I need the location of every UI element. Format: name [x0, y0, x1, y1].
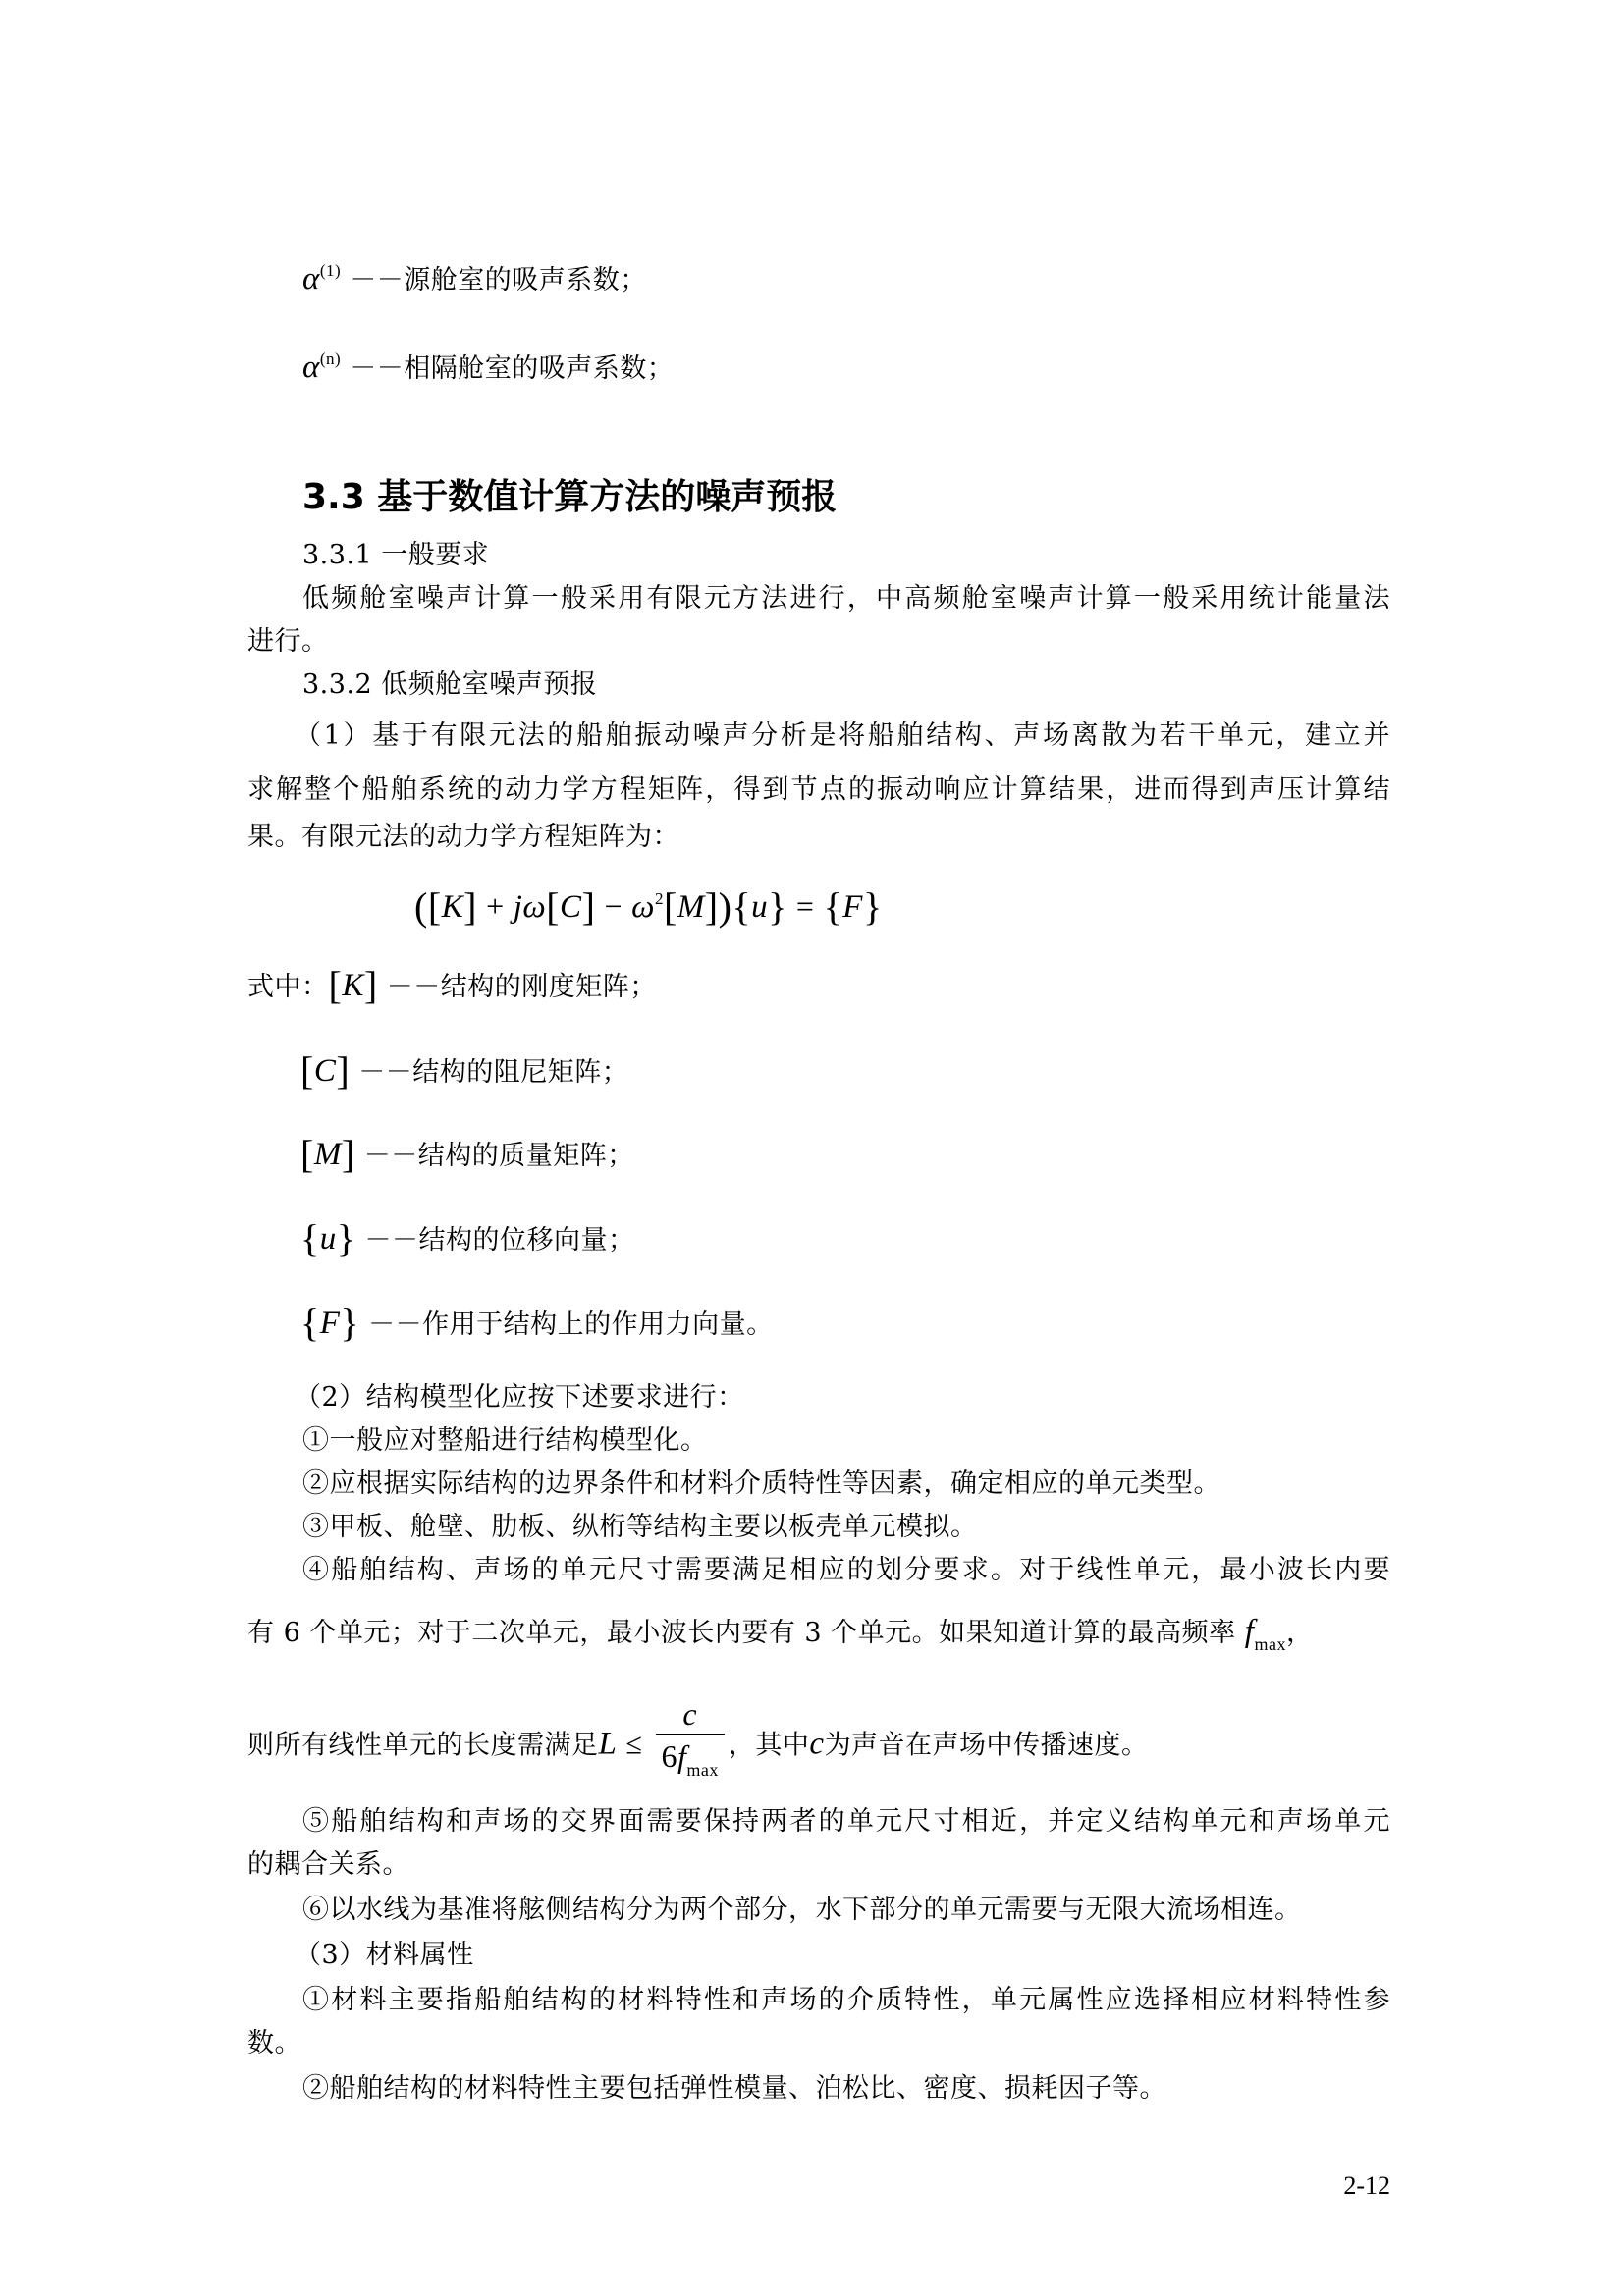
definition-text: 结构的刚度矩阵； — [440, 972, 657, 1002]
bracket-close: ] — [336, 1048, 351, 1093]
bracket-open: { — [300, 1216, 320, 1260]
eq-M: M — [677, 889, 705, 925]
le-symbol: ≤ — [625, 1728, 643, 1761]
definition-dash: －－ — [364, 1225, 419, 1255]
fraction-denominator — [656, 1735, 725, 1790]
list-item-1: ①一般应对整船进行结构模型化。 — [302, 1425, 708, 1456]
definition-text: 结构的位移向量； — [418, 1225, 635, 1255]
length-condition-text: 为声音在声场中传播速度。 — [824, 1730, 1149, 1761]
subsection-331: 3.3.1 一般要求 — [302, 540, 490, 570]
matrix-symbol: M — [313, 1137, 342, 1172]
fmax-comma: ， — [1285, 1618, 1314, 1648]
fmax-subscript: max — [1254, 1634, 1286, 1654]
eq-equals: = — [795, 888, 815, 924]
definition-text: 源舱室的吸声系数； — [404, 265, 647, 295]
dynamics-equation: $([K] + j\omega[C] - \omega^2[M])\{u\} = \{F\}$ — [414, 884, 883, 929]
alpha-symbol: α — [302, 261, 320, 296]
definition-text: 作用于结构上的作用力向量。 — [422, 1309, 774, 1340]
c-symbol: c — [809, 1726, 825, 1762]
denominator-subscript: max — [686, 1760, 719, 1780]
material-item-1-line: ①材料主要指船舶结构的材料特性和声场的介质特性，单元属性应选择相应材料特性参 — [302, 1985, 1390, 2015]
length-condition-text: ，其中 — [728, 1730, 810, 1761]
definition-alpha-1 — [302, 253, 647, 298]
paragraph-331-line: 低频舱室噪声计算一般采用有限元方法进行，中高频舱室噪声计算一般采用统计能量法 — [302, 583, 1390, 614]
paragraph-3: （3）材料属性 — [295, 1940, 474, 1970]
bracket-open: { — [300, 1301, 320, 1345]
matrix-def-C — [300, 1045, 628, 1098]
where-label: 式中： — [247, 972, 329, 1002]
alpha-superscript: (1) — [319, 261, 342, 280]
bracket-close: ] — [363, 963, 378, 1007]
definition-dash: －－ — [358, 1057, 413, 1087]
alpha-symbol: α — [302, 349, 320, 385]
eq-square: 2 — [654, 889, 664, 908]
definition-text: 结构的阻尼矩阵； — [412, 1057, 629, 1088]
paragraph-1-line: 求解整个船舶系统的动力学方程矩阵，得到节点的振动响应计算结果，进而得到声压计算结 — [247, 774, 1390, 805]
denominator-f: f — [677, 1738, 687, 1774]
definition-dash: －－ — [368, 1309, 423, 1339]
definition-dash: －－ — [386, 972, 441, 1001]
eq-F: F — [842, 889, 863, 925]
page-number: 2-12 — [1343, 2171, 1390, 2200]
matrix-symbol: C — [313, 1053, 337, 1089]
eq-minus: − — [604, 888, 623, 924]
denominator-coef: 6 — [661, 1738, 678, 1774]
material-item-2: ②船舶结构的材料特性主要包括弹性模量、泊松比、密度、损耗因子等。 — [302, 2073, 1166, 2104]
definition-dash: －－ — [363, 1141, 418, 1170]
eq-plus: + — [486, 888, 505, 924]
eq-K: K — [441, 889, 464, 925]
vector-def-u — [300, 1213, 635, 1266]
paragraph-331-line: 进行。 — [247, 626, 329, 657]
list-item-4-line — [247, 1698, 1149, 1794]
fraction-numerator: c — [682, 1696, 698, 1732]
list-item-4-line — [247, 1614, 1313, 1662]
eq-omega: ω — [522, 889, 547, 925]
definition-text: 结构的质量矩阵； — [417, 1141, 634, 1171]
length-fraction — [656, 1694, 725, 1790]
L-symbol: L — [598, 1726, 618, 1762]
list-item-5-line: ⑤船舶结构和声场的交界面需要保持两者的单元尺寸相近，并定义结构单元和声场单元 — [302, 1806, 1390, 1837]
material-item-1-line: 数。 — [247, 2028, 301, 2058]
section-heading: 3.3 基于数值计算方法的噪声预报 — [302, 477, 838, 517]
bracket-open: [ — [328, 963, 343, 1007]
matrix-symbol: K — [342, 968, 364, 1003]
bracket-close: } — [340, 1301, 360, 1345]
eq-j: j — [513, 889, 523, 925]
definition-dash: －－ — [350, 353, 405, 383]
eq-u: u — [751, 889, 769, 925]
list-item-3: ③甲板、舱壁、肋板、纵桁等结构主要以板壳单元模拟。 — [302, 1512, 978, 1542]
paragraph-1-line: 果。有限元法的动力学方程矩阵为： — [247, 822, 679, 852]
list-item-4-text: 有 6 个单元；对于二次单元，最小波长内要有 3 个单元。如果知道计算的最高频率 — [247, 1618, 1236, 1648]
vector-symbol: u — [319, 1221, 337, 1256]
length-condition-text: 则所有线性单元的长度需满足 — [247, 1730, 599, 1761]
list-item-6: ⑥以水线为基准将舷侧结构分为两个部分，水下部分的单元需要与无限大流场相连。 — [302, 1895, 1302, 1925]
definition-dash: －－ — [350, 265, 405, 294]
definition-text: 相隔舱室的吸声系数； — [404, 353, 675, 384]
list-item-4-line: ④船舶结构、声场的单元尺寸需要满足相应的划分要求。对于线性单元，最小波长内要 — [302, 1555, 1390, 1585]
paragraph-2: （2）结构模型化应按下述要求进行： — [295, 1382, 744, 1413]
matrix-def-K — [247, 960, 657, 1013]
bracket-open: [ — [300, 1048, 314, 1093]
list-item-5-line: 的耦合关系。 — [247, 1849, 409, 1880]
vector-symbol: F — [319, 1306, 341, 1341]
matrix-def-M — [300, 1129, 634, 1182]
paragraph-1-line: （1）基于有限元法的船舶振动噪声分析是将船舶结构、声场离散为若干单元，建立并 — [295, 721, 1390, 751]
alpha-superscript: (n) — [319, 349, 342, 368]
fmax-f: f — [1244, 1614, 1255, 1649]
definition-alpha-n — [302, 342, 674, 387]
eq-omega-2: ω — [631, 889, 655, 925]
bracket-close: ] — [341, 1132, 355, 1176]
eq-C: C — [560, 889, 582, 925]
vector-def-F — [300, 1298, 774, 1351]
subsection-332: 3.3.2 低频舱室噪声预报 — [302, 669, 598, 700]
list-item-2: ②应根据实际结构的边界条件和材料介质特性等因素，确定相应的单元类型。 — [302, 1468, 1220, 1499]
bracket-open: [ — [300, 1132, 314, 1176]
bracket-close: } — [336, 1216, 356, 1260]
